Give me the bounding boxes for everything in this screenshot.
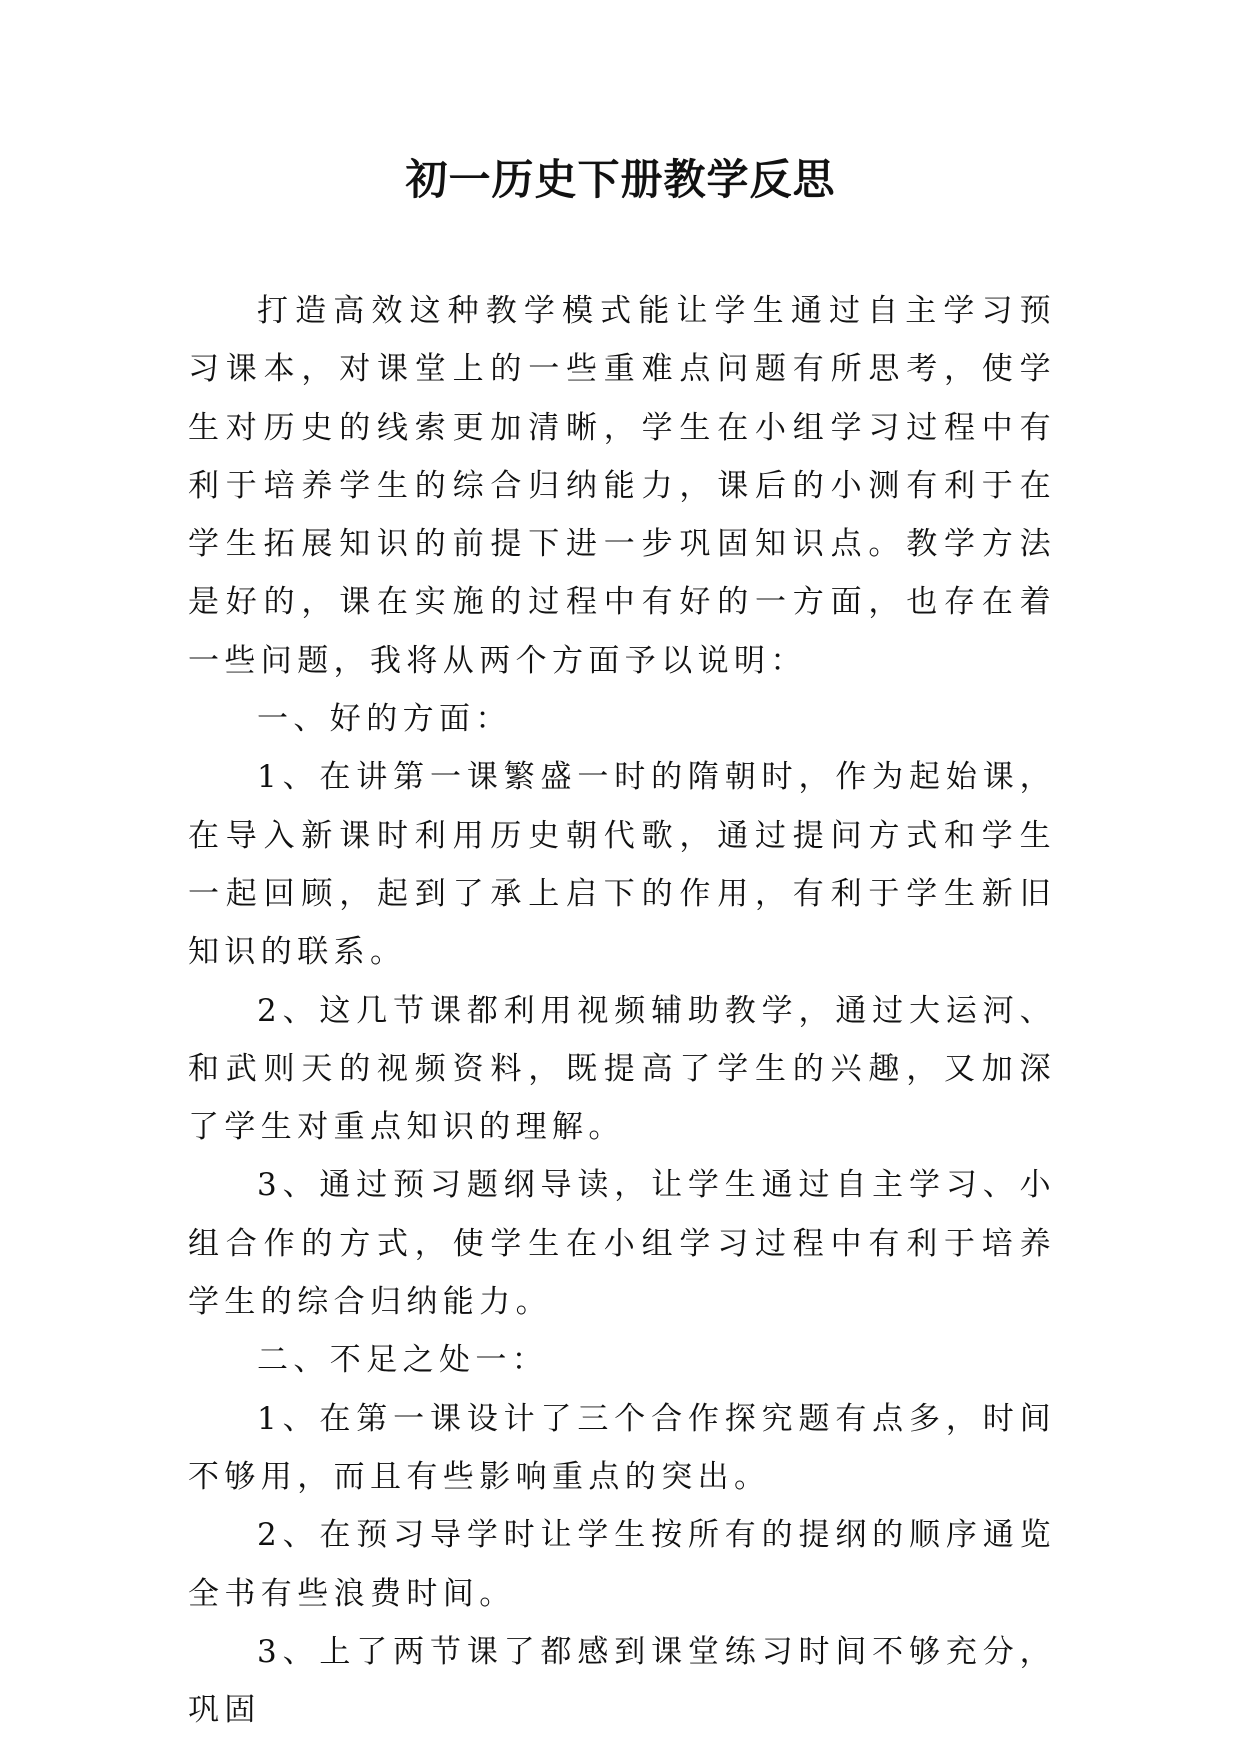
strength-item-3: 3、通过预习题纲导读，让学生通过自主学习、小组合作的方式，使学生在小组学习过程中有利于培养学生的综合归纳能力。 — [188, 1167, 1056, 1321]
section-heading-shortcomings: 二、不足之处一： — [257, 1342, 549, 1379]
shortcoming-item-3: 3、上了两节课了都感到课堂练习时间不够充分，巩固 — [188, 1633, 1056, 1729]
shortcoming-item-2: 2、在预习导学时让学生按所有的提纲的顺序通览全书有些浪费时间。 — [188, 1517, 1056, 1612]
document-title: 初一历史下册教学反思 — [405, 155, 836, 204]
section-heading-strengths: 一、好的方面： — [257, 701, 512, 738]
strength-item-1: 1、在讲第一课繁盛一时的隋朝时，作为起始课，在导入新课时利用历史朝代歌，通过提问方式和学生一起回顾，起到了承上启下的作用，有利于学生新旧知识的联系。 — [188, 759, 1056, 971]
shortcoming-item-1: 1、在第一课设计了三个合作探究题有点多，时间不够用，而且有些影响重点的突出。 — [188, 1400, 1056, 1495]
document-body — [188, 282, 1056, 1739]
paragraph-intro: 打造高效这种教学模式能让学生通过自主学习预习课本，对课堂上的一些重难点问题有所思考，使学生对历史的线索更加清晰，学生在小组学习过程中有利于培养学生的综合归纳能力，课后的小测有利于在学生拓展知识的前提下进一步巩固知识点。教学方法是好的，课在实施的过程中有好的一方面，也存在着一些问题，我将从两个方面予以说明： — [188, 293, 1056, 679]
strength-item-2: 2、这几节课都利用视频辅助教学，通过大运河、和武则天的视频资料，既提高了学生的兴趣，又加深了学生对重点知识的理解。 — [188, 992, 1056, 1146]
